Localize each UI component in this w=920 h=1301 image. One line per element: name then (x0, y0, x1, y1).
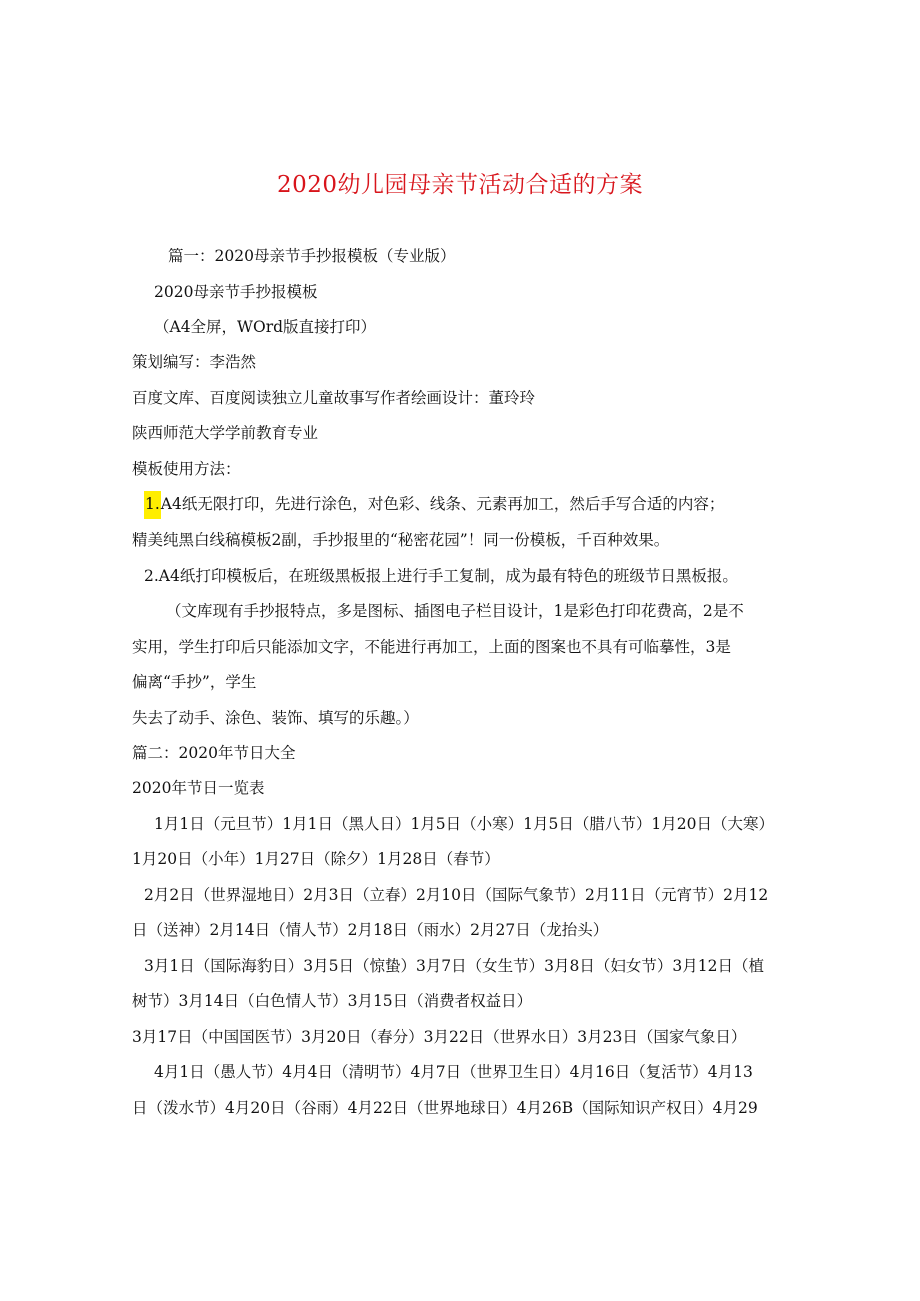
text-line: 日（泼水节）4月20日（谷雨）4月22日（世界地球日）4月26B（国际知识产权日）4月29 (132, 1099, 758, 1117)
text-line: 篇一：2020母亲节手抄报模板（专业版） (168, 247, 456, 265)
highlight-marker: 1. (144, 491, 161, 519)
text-line: （文库现有手抄报特点，多是图标、插图电子栏目设计，1是彩色打印花费高，2是不 (166, 602, 744, 620)
text-line: 2020年节日一览表 (132, 779, 265, 797)
text-line: 3月17日（中国国医节）3月20日（春分）3月22日（世界水日）3月23日（国家气象日） (132, 1028, 747, 1046)
text-line: 偏离“手抄”，学生 (132, 673, 257, 691)
list-item-1-text: A4纸无限打印，先进行涂色，对色彩、线条、元素再加工，然后手写合适的内容； (160, 495, 725, 513)
text-line: 精美纯黑白线稿模板2副，手抄报里的“秘密花园”！同一份模板，千百种效果。 (132, 531, 670, 549)
text-line: 3月1日（国际海豹日）3月5日（惊蛰）3月7日（女生节）3月8日（妇女节）3月12日（植 (144, 957, 764, 975)
text-line: （A4全屏，WOrd版直接打印） (154, 318, 377, 336)
text-line: 失去了动手、涂色、装饰、填写的乐趣。） (132, 709, 419, 727)
text-line: 1月20日（小年）1月27日（除夕）1月28日（春节） (132, 850, 500, 868)
text-line: 模板使用方法： (132, 460, 241, 478)
text-line: 2020母亲节手抄报模板 (154, 283, 318, 301)
text-line: 2月2日（世界湿地日）2月3日（立春）2月10日（国际气象节）2月11日（元宵节）2月12 (144, 886, 769, 904)
section-heading: 篇二：2020年节日大全 (132, 744, 296, 762)
text-line: 百度文库、百度阅读独立儿童故事写作者绘画设计：董玲玲 (132, 389, 536, 407)
text-line: 树节）3月14日（白色情人节）3月15日（消费者权益日） (132, 992, 533, 1010)
text-line: 陕西师范大学学前教育专业 (132, 424, 319, 442)
list-item-1 (144, 494, 724, 514)
list-item-2: 2.A4纸打印模板后，在班级黑板报上进行手工复制，成为最有特色的班级节日黑板报。 (144, 567, 738, 585)
document-title: 2020幼儿园母亲节活动合适的方案 (276, 172, 644, 198)
text-line: 日（送神）2月14日（情人节）2月18日（雨水）2月27日（龙抬头） (132, 921, 609, 939)
text-line: 1月1日（元旦节）1月1日（黑人日）1月5日（小寒）1月5日（腊八节）1月20日（大寒） (154, 815, 774, 833)
text-line: 实用，学生打印后只能添加文字，不能进行再加工，上面的图案也不具有可临摹性，3是 (132, 638, 731, 656)
text-line: 4月1日（愚人节）4月4日（清明节）4月7日（世界卫生日）4月16日（复活节）4月13 (154, 1063, 753, 1081)
text-line: 策划编写：李浩然 (132, 353, 257, 371)
